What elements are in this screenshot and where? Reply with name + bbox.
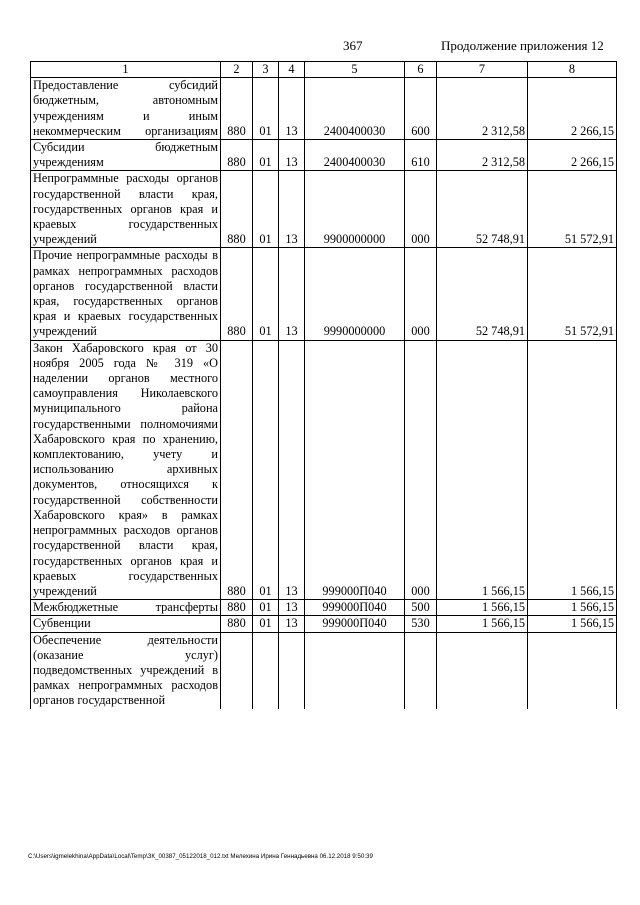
cell-c5: 9900000000: [305, 171, 405, 248]
row-name: Закон Хабаровского края от 30 ноября 2005 года № 319 «О наделении органов местного самоуправления Николаевского муниципального района государственными полномочиями Хабаровского края по хранению, комплектованию, учету и использованию архивных документов, относящихся к государственной собственности Хабаровского края» в рамках непрограммных расходов органов государственной власти края, государственных органов края и краевых государственных учреждений: [31, 340, 221, 599]
cell-c8: 2 266,15: [528, 78, 617, 140]
page-number: 367: [343, 38, 363, 53]
col-header-1: 1: [31, 62, 221, 78]
cell-c5: 999000П040: [305, 616, 405, 632]
cell-c5: 999000П040: [305, 600, 405, 616]
cell-c7: 2 312,58: [437, 78, 528, 140]
cell-c7: 52 748,91: [437, 248, 528, 340]
cell-c7: 2 312,58: [437, 140, 528, 171]
row-name: Межбюджетные трансферты: [31, 600, 221, 616]
header-row: [31, 62, 617, 78]
cell-c2: 880: [221, 340, 253, 599]
cell-c7: 1 566,15: [437, 616, 528, 632]
cell-c2: 880: [221, 78, 253, 140]
cell-c6: 500: [405, 600, 437, 616]
table-row: [31, 171, 617, 248]
cell-c3: 01: [253, 616, 279, 632]
cell-c6: 000: [405, 340, 437, 599]
cell-c3: [253, 632, 279, 709]
cell-c4: 13: [279, 616, 305, 632]
cell-c5: 2400400030: [305, 140, 405, 171]
cell-c6: 000: [405, 248, 437, 340]
cell-c4: 13: [279, 340, 305, 599]
cell-c2: 880: [221, 600, 253, 616]
cell-c4: 13: [279, 600, 305, 616]
row-name: Прочие непрограммные расходы в рамках непрограммных расходов органов государственной власти края, государственных органов края и краевых государственных учреждений: [31, 248, 221, 340]
cell-c2: [221, 632, 253, 709]
cell-c2: 880: [221, 171, 253, 248]
cell-c8: [528, 632, 617, 709]
cell-c5: 2400400030: [305, 78, 405, 140]
col-header-3: 3: [253, 62, 279, 78]
cell-c6: [405, 632, 437, 709]
cell-c3: 01: [253, 140, 279, 171]
cell-c4: 13: [279, 171, 305, 248]
table-row: [31, 616, 617, 632]
cell-c3: 01: [253, 600, 279, 616]
col-header-6: 6: [405, 62, 437, 78]
cell-c8: 51 572,91: [528, 171, 617, 248]
table-row: [31, 78, 617, 140]
file-path-footer: C:\Users\igmelekhina\AppData\Local\Temp\ЗК_00387_05122018_012.txt Мелехина Ирина Геннадьевна 06.12.2018 9:50:39: [28, 853, 373, 860]
cell-c7: [437, 632, 528, 709]
cell-c6: 600: [405, 78, 437, 140]
col-header-2: 2: [221, 62, 253, 78]
cell-c3: 01: [253, 171, 279, 248]
table-row: [31, 632, 617, 709]
cell-c7: 1 566,15: [437, 600, 528, 616]
cell-c2: 880: [221, 248, 253, 340]
cell-c2: 880: [221, 616, 253, 632]
cell-c8: 2 266,15: [528, 140, 617, 171]
cell-c4: 13: [279, 78, 305, 140]
table-row: [31, 248, 617, 340]
cell-c7: 52 748,91: [437, 171, 528, 248]
col-header-5: 5: [305, 62, 405, 78]
table-row: [31, 140, 617, 171]
col-header-8: 8: [528, 62, 617, 78]
table-row: [31, 600, 617, 616]
cell-c7: 1 566,15: [437, 340, 528, 599]
cell-c5: [305, 632, 405, 709]
cell-c8: 51 572,91: [528, 248, 617, 340]
cell-c8: 1 566,15: [528, 600, 617, 616]
cell-c8: 1 566,15: [528, 616, 617, 632]
cell-c4: 13: [279, 248, 305, 340]
cell-c6: 610: [405, 140, 437, 171]
cell-c6: 530: [405, 616, 437, 632]
row-name: Непрограммные расходы органов государственной власти края, государственных органов края и краевых государственных учреждений: [31, 171, 221, 248]
col-header-7: 7: [437, 62, 528, 78]
cell-c4: 13: [279, 140, 305, 171]
cell-c3: 01: [253, 78, 279, 140]
row-name: Предоставление субсидий бюджетным, автономным учреждениям и иным некоммерческим организациям: [31, 78, 221, 140]
cell-c4: [279, 632, 305, 709]
table-row: [31, 340, 617, 599]
cell-c2: 880: [221, 140, 253, 171]
cell-c3: 01: [253, 340, 279, 599]
row-name: Обеспечение деятельности (оказание услуг) подведомственных учреждений в рамках непрограммных расходов органов государственной: [31, 632, 221, 709]
row-name: Субвенции: [31, 616, 221, 632]
cell-c6: 000: [405, 171, 437, 248]
row-name: Субсидии бюджетным учреждениям: [31, 140, 221, 171]
cell-c3: 01: [253, 248, 279, 340]
cell-c8: 1 566,15: [528, 340, 617, 599]
budget-table: [30, 61, 617, 709]
cell-c5: 9990000000: [305, 248, 405, 340]
col-header-4: 4: [279, 62, 305, 78]
continuation-title: Продолжение приложения 12: [441, 38, 604, 53]
cell-c5: 999000П040: [305, 340, 405, 599]
